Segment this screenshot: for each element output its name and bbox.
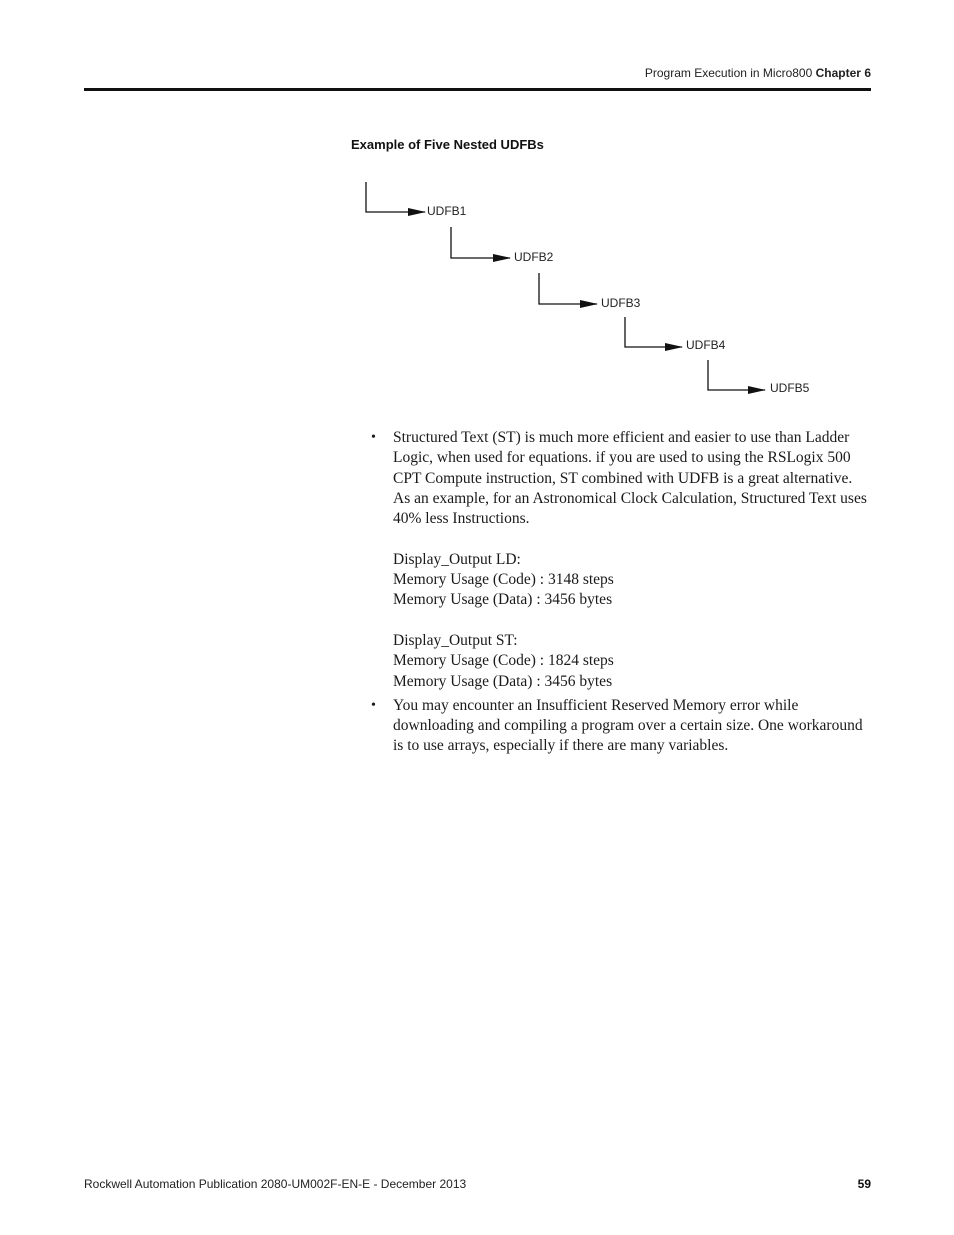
udfb3-label: UDFB3 <box>601 296 641 310</box>
figure-title: Example of Five Nested UDFBs <box>351 137 544 152</box>
header-rule <box>84 88 871 91</box>
bullet-text: Structured Text (ST) is much more efficient and easier to use than Ladder Logic, when used for equations. if you are used to using the RSLogix 500 CPT Compute instruction, ST combined with UDFB is a great alternative. <box>393 429 853 487</box>
bullet-structured-text <box>371 428 871 692</box>
st-data-usage: Memory Usage (Data) : 3456 bytes <box>393 672 613 690</box>
header-section: Program Execution in Micro800 <box>644 66 813 80</box>
ld-data-usage: Memory Usage (Data) : 3456 bytes <box>393 591 613 609</box>
st-title: Display_Output ST: <box>393 631 518 649</box>
running-header <box>645 66 871 80</box>
ld-title: Display_Output LD: <box>393 550 521 568</box>
udfb4-label: UDFB4 <box>686 338 726 352</box>
body-text <box>371 428 871 757</box>
nested-udfb-diagram <box>350 170 820 400</box>
udfb1-connector <box>366 182 425 212</box>
header-chapter: Chapter 6 <box>815 66 871 80</box>
st-code-usage: Memory Usage (Code) : 1824 steps <box>393 652 614 670</box>
ld-code-usage: Memory Usage (Code) : 3148 steps <box>393 571 614 589</box>
bullet-dot: • <box>371 697 376 713</box>
udfb5-connector <box>708 360 765 390</box>
udfb5-label: UDFB5 <box>770 381 810 395</box>
udfb4-connector <box>625 317 682 347</box>
udfb3-connector <box>539 273 597 304</box>
bullet-text: You may encounter an Insufficient Reserved Memory error while downloading and compiling a program over a certain size. One workaround is to use arrays, especially if there are many variables. <box>393 696 863 755</box>
footer-publication: Rockwell Automation Publication 2080-UM002F-EN-E - December 2013 <box>84 1177 467 1191</box>
page-number: 59 <box>857 1177 871 1191</box>
udfb2-connector <box>451 227 510 258</box>
bullet-dot: • <box>371 430 376 445</box>
udfb2-label: UDFB2 <box>514 250 554 264</box>
bullet-reserved-memory <box>371 696 871 757</box>
bullet-example: As an example, for an Astronomical Clock Calculation, Structured Text uses 40% less Instructions. <box>393 489 867 528</box>
udfb1-label: UDFB1 <box>427 204 467 218</box>
